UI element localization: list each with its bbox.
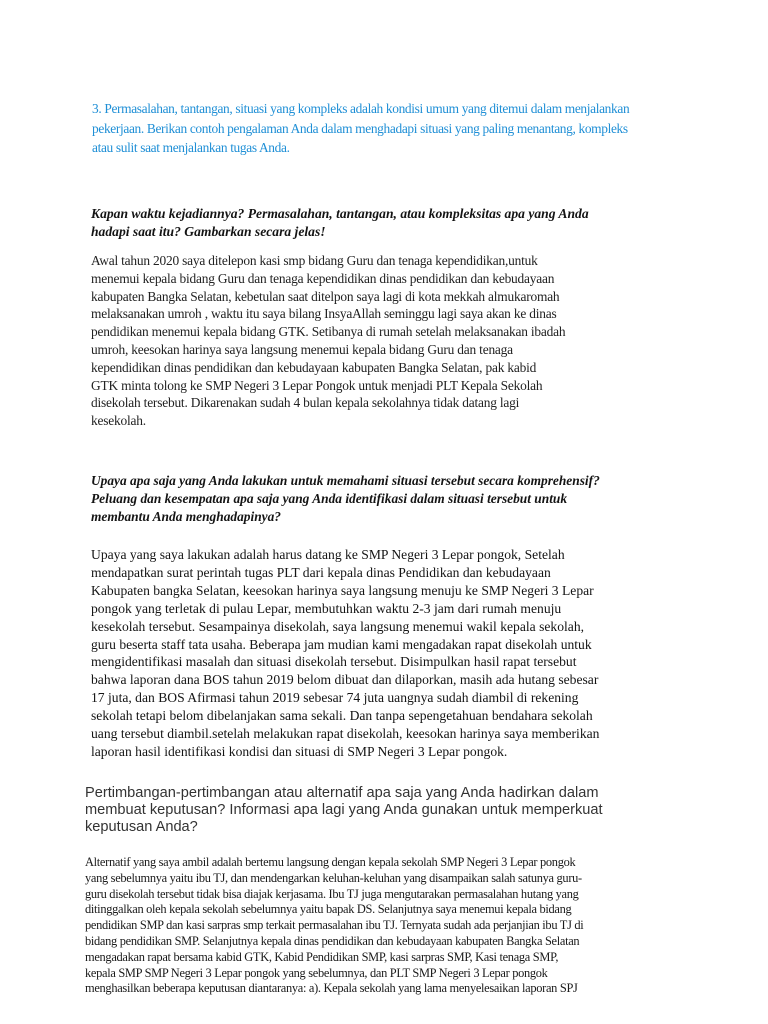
section-1-body: Awal tahun 2020 saya ditelepon kasi smp bidang Guru dan tenaga kependidikan,untuk menemui kepala bidang Guru dan tenaga kependidikan dinas pendidikan dan kebudayaan kabupaten Bangka Selatan, kebetulan saat ditelpon saya lagi di kota mekkah almukaromah melaksanakan umroh , waktu itu saya bilang InsyaAllah seminggu lagi saya akan ke dinas pendidikan menemui kepala bidang GTK. Setibanya di rumah setelah melaksanakan ibadah umroh, keesokan harinya saya langsung menemui kepala bidang Guru dan tenaga kependidikan dinas pendidikan dan kebudayaan kabupaten Bangka Selatan, pak kabid GTK minta tolong ke SMP Negeri 3 Lepar Pongok untuk menjadi PLT Kepala Sekolah disekolah tersebut. Dikarenakan sudah 4 bulan kepala sekolahnya tidak datang lagi kesekolah. — [91, 253, 566, 429]
section-3-body: Alternatif yang saya ambil adalah bertemu langsung dengan kepala sekolah SMP Negeri 3 Lepar pongok yang sebelumnya yaitu ibu TJ, dan mendengarkan keluhan-keluhan yang disampaikan salah satunya guru- guru disekolah tersebut tidak bisa diajak kerjasama. Ibu TJ juga mengutarakan permasalahan hutang yang ditinggalkan oleh kepala sekolah sebelumnya yaitu bapak DS. Selanjutnya saya menemui kepala bidang pendidikan SMP dan kasi sarpras smp terkait permasalahan ibu TJ. Ternyata sudah ada perjanjian ibu TJ di bidang pendidikan SMP. Selanjutnya kepala dinas pendidikan dan kebudayaan kabupaten Bangka Selatan mengadakan rapat bersama kabid GTK, Kabid Pendidikan SMP, kasi sarpras SMP, Kasi tenaga SMP, kepala SMP SMP Negeri 3 Lepar pongok yang sebelumnya, dan PLT SMP Negeri 3 Lepar pongok menghasilkan beberapa keputusan diantaranya: a). Kepala sekolah yang lama menyelesaikan laporan SPJ — [85, 855, 584, 996]
question-3-prompt: 3. Permasalahan, tantangan, situasi yang kompleks adalah kondisi umum yang ditemui dalam menjalankan pekerjaan. Berikan contoh pengalaman Anda dalam menghadapi situasi yang paling menantang, kompleks atau sulit saat menjalankan tugas Anda. — [92, 101, 630, 155]
section-3-heading: Pertimbangan-pertimbangan atau alternatif apa saja yang Anda hadirkan dalam membuat keputusan? Informasi apa lagi yang Anda gunakan untuk memperkuat keputusan Anda? — [85, 785, 603, 836]
section-2-body: Upaya yang saya lakukan adalah harus datang ke SMP Negeri 3 Lepar pongok, Setelah mendapatkan surat perintah tugas PLT dari kepala dinas Pendidikan dan kebudayaan Kabupaten bangka Selatan, keesokan harinya saya langsung menuju ke SMP Negeri 3 Lepar pongok yang terletak di pulau Lepar, membutuhkan waktu 2-3 jam dari rumah menuju kesekolah tersebut. Sesampainya disekolah, saya langsung menemui wakil kepala sekolah, guru beserta staff tata usaha. Beberapa jam mudian kami mengadakan rapat disekolah untuk mengidentifikasi masalah dan situasi disekolah tersebut. Disimpulkan hasil rapat tersebut bahwa laporan dana BOS tahun 2019 belom dibuat dan dilaporkan, masih ada hutang sebesar 17 juta, dan BOS Afirmasi tahun 2019 sebesar 74 juta uangnya sudah diambil di rekening sekolah tetapi belom dibelanjakan sama sekali. Dan tanpa sepengetahuan bendahara sekolah uang tersebut diambil.setelah melakukan rapat disekolah, keesokan harinya saya memberikan laporan hasil identifikasi kondisi dan situasi di SMP Negeri 3 Lepar pongok. — [91, 547, 600, 759]
section-1-heading: Kapan waktu kejadiannya? Permasalahan, tantangan, atau kompleksitas apa yang Anda hadapi saat itu? Gambarkan secara jelas! — [91, 206, 589, 239]
section-2-heading: Upaya apa saja yang Anda lakukan untuk memahami situasi tersebut secara komprehensif? Peluang dan kesempatan apa saja yang Anda identifikasi dalam situasi tersebut untuk membantu Anda menghadapinya? — [91, 473, 600, 524]
